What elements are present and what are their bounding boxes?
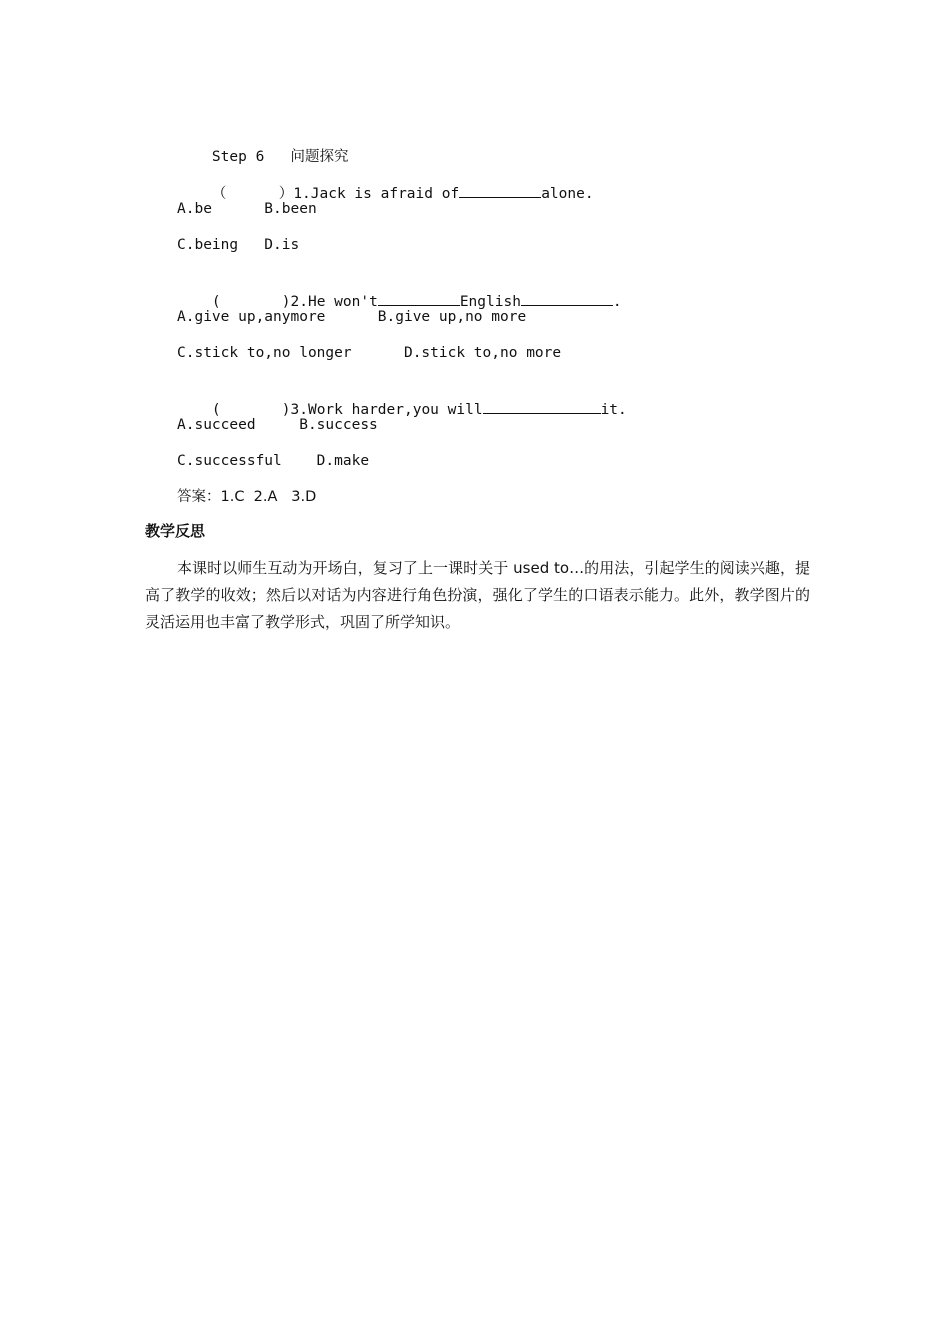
answers-line: 答案：1.C 2.A 3.D (177, 489, 317, 505)
reflection-paragraph: 本课时以师生互动为开场白，复习了上一课时关于 used to…的用法，引起学生的阅读兴趣，提高了教学的收效；然后以对话为内容进行角色扮演，强化了学生的口语表示能力。此外，教学图片的灵活运用也丰富了教学形式，巩固了所学知识。 (145, 559, 810, 631)
question-1-blank (459, 183, 541, 198)
question-3-blank (483, 399, 601, 414)
question-3-paren: ( ) (211, 402, 291, 418)
reflection-heading: 教学反思 (145, 522, 206, 540)
question-1-options-a-b: A.be B.been (177, 201, 317, 217)
question-3-text-before: Work harder,you will (307, 402, 483, 418)
question-2-options-c-d: C.stick to,no longer D.stick to,no more (177, 345, 562, 361)
question-3-options-c-d: C.successful D.make (177, 453, 370, 469)
question-2-text-middle: English (459, 294, 521, 310)
question-3-text-after: it. (600, 402, 627, 418)
question-2-options-a-b: A.give up,anymore B.give up,no more (177, 309, 527, 325)
step-title: 问题探究 (290, 149, 349, 165)
question-1-number: 1. (293, 186, 311, 202)
question-3-number: 3. (290, 402, 308, 418)
question-1-paren: （ ） (211, 186, 294, 202)
question-2-paren: ( ) (211, 294, 291, 310)
question-2-text-before: He won't (307, 294, 378, 310)
step-label: Step 6 (211, 149, 265, 165)
question-3-options-a-b: A.succeed B.success (177, 417, 378, 433)
question-2-text-after: . (612, 294, 622, 310)
question-2-number: 2. (290, 294, 308, 310)
question-2-blank-2 (521, 291, 613, 306)
question-2-blank-1 (378, 291, 460, 306)
question-1-text-after: alone. (541, 186, 594, 202)
question-1-options-c-d: C.being D.is (177, 237, 300, 253)
question-1-text-before: Jack is afraid of (310, 186, 460, 202)
